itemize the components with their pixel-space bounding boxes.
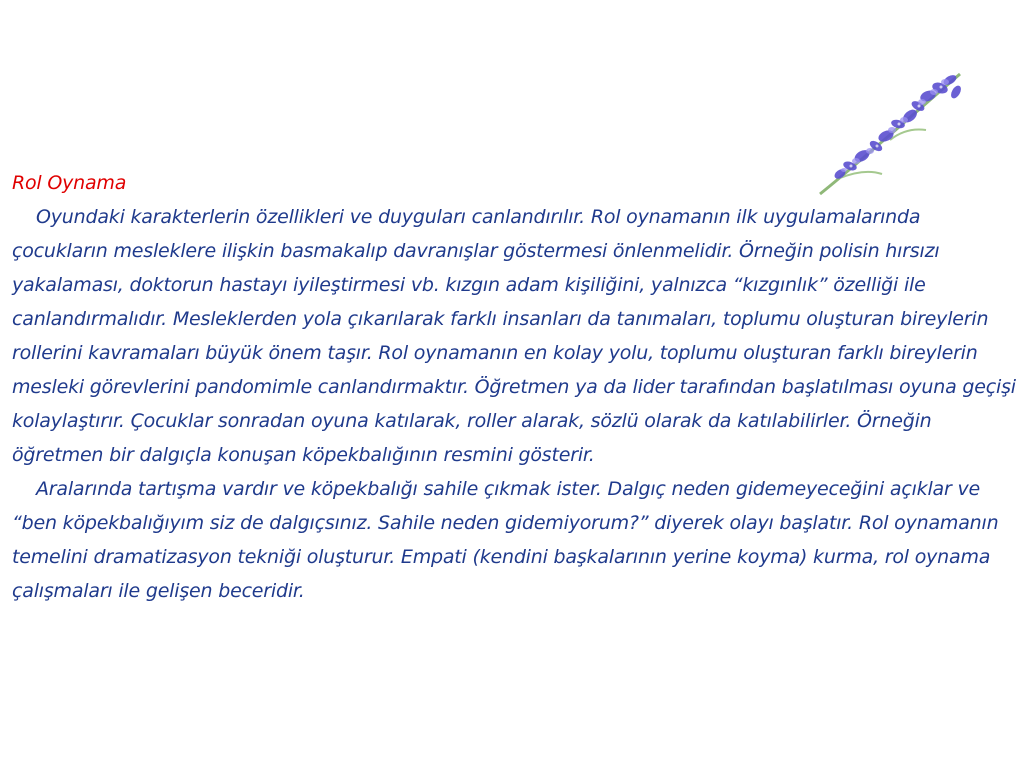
slide-content	[12, 166, 1016, 608]
slide-title: Rol Oynama	[12, 172, 127, 194]
paragraph-1: Oyundaki karakterlerin özellikleri ve duyguları canlandırılır. Rol oynamanın ilk uygulamalarında çocukların mesleklere ilişkin basmakalıp davranışlar göstermesi önlenmelidir. Örneğin polisin hırsızı yakalaması, doktorun hastayı iyileştirmesi vb. kızgın adam kişiliğini, yalnızca “kızgınlık” özelliği ile canlandırmalıdır. Mesleklerden yola çıkarılarak farklı insanları da tanımaları, toplumu oluşturan bireylerin rollerini kavramaları büyük önem taşır. Rol oynamanın en kolay yolu, toplumu oluşturan farklı bireylerin mesleki görevlerini pandomimle canlandırmaktır. Öğretmen ya da lider tarafından başlatılması oyuna geçişi kolaylaştırır. Çocuklar sonradan oyuna katılarak, roller alarak, sözlü olarak da katılabilirler. Örneğin öğretmen bir dalgıçla konuşan köpekbalığının resmini gösterir.	[12, 206, 1016, 466]
paragraph-2: Aralarında tartışma vardır ve köpekbalığı sahile çıkmak ister. Dalgıç neden gidemeyeceğini açıklar ve “ben köpekbalığıyım siz de dalgıçsınız. Sahile neden gidemiyorum?” diyerek olayı başlatır. Rol oynamanın temelini dramatizasyon tekniği oluşturur. Empati (kendini başkalarının yerine koyma) kurma, rol oynama çalışmaları ile gelişen beceridir.	[12, 478, 999, 602]
